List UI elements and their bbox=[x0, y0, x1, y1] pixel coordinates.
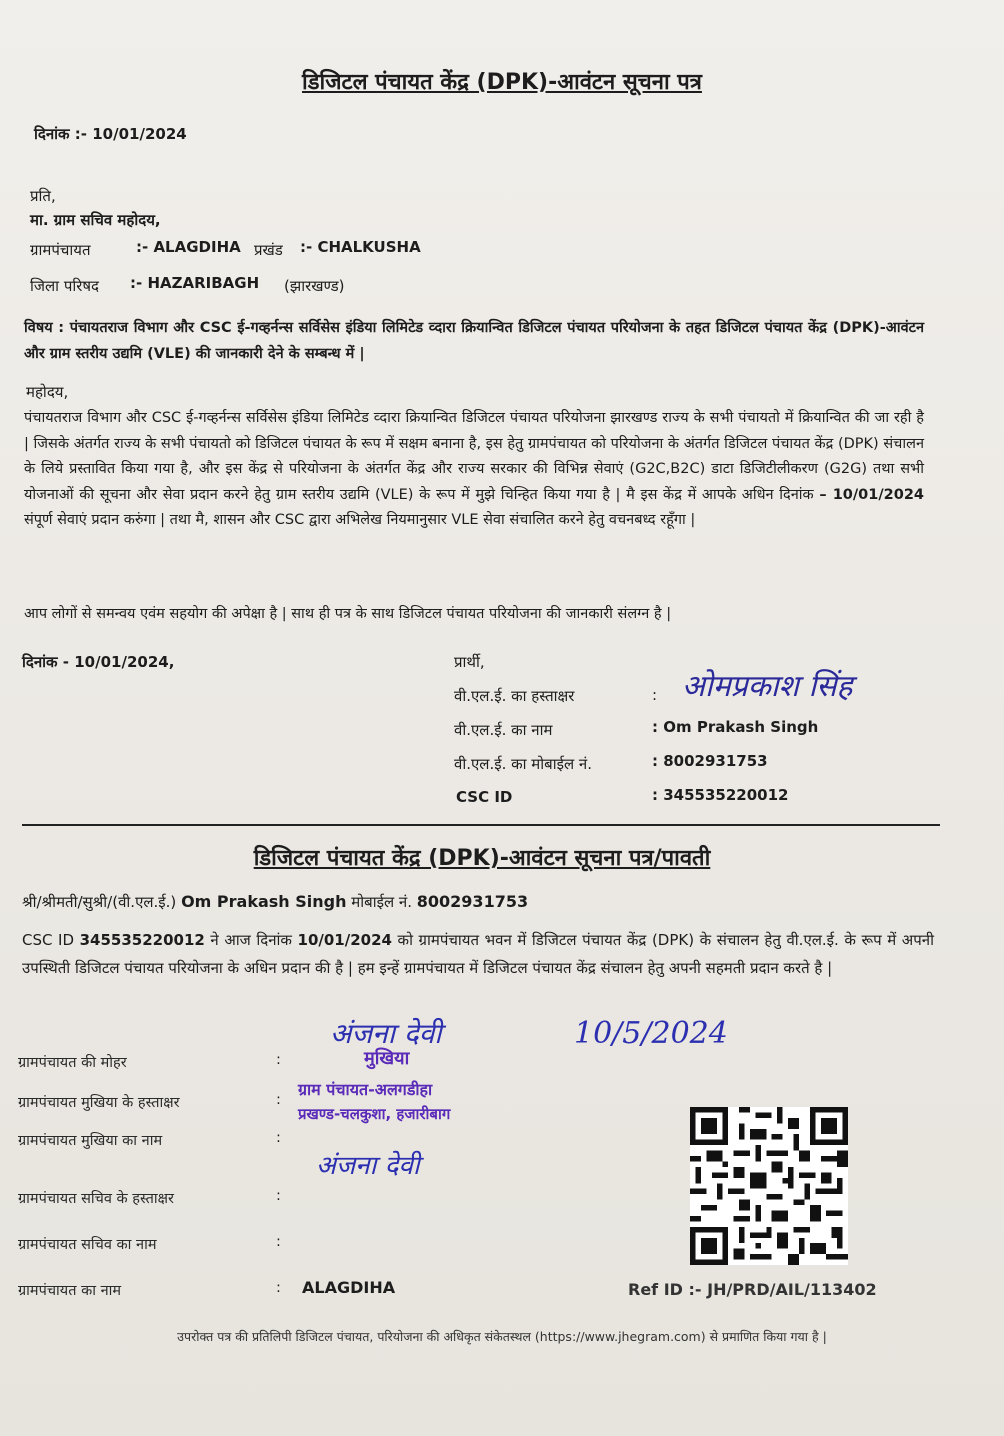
vle-name-value: : Om Prakash Singh bbox=[652, 718, 819, 736]
receipt-date: 10/01/2024 bbox=[297, 931, 392, 949]
receipt-prefix: श्री/श्रीमती/सुश्री/(वी.एल.ई.) bbox=[22, 893, 177, 911]
vle-csc-value: : 345535220012 bbox=[652, 786, 789, 804]
receipt-text-a: ने आज दिनांक bbox=[210, 931, 292, 949]
mukhiya-signature-bottom: अंजना देवी bbox=[316, 1151, 420, 1181]
body-paragraph-2: आप लोगों से समन्वय एवंम सहयोग की अपेक्षा है | साथ ही पत्र के साथ डिजिटल पंचायत परियोजना की जानकारी संलग्न है | bbox=[24, 606, 672, 622]
field-colon-mukhiya-name: : bbox=[276, 1130, 281, 1146]
letter-title: डिजिटल पंचायत केंद्र (DPK)-आवंटन सूचना पत्र bbox=[302, 70, 702, 95]
receipt-csc-value: 345535220012 bbox=[79, 931, 205, 949]
mukhiya-signature-top: अंजना देवी bbox=[330, 1017, 442, 1050]
body-paragraph-1 bbox=[24, 406, 924, 534]
receipt-mobile-label: मोबाईल नं. bbox=[351, 893, 412, 911]
field-colon-secretary-sign: : bbox=[276, 1188, 281, 1204]
field-label-gp-name: ग्रामपंचायत का नाम bbox=[18, 1283, 122, 1299]
field-colon-mukhiya-sign: : bbox=[276, 1092, 281, 1108]
letter-date: दिनांक :- 10/01/2024 bbox=[34, 125, 187, 143]
handwritten-date: 10/5/2024 bbox=[574, 1016, 728, 1051]
receipt-vle-name: Om Prakash Singh bbox=[181, 892, 347, 911]
stamp-mukhiya: मुखिया bbox=[364, 1048, 410, 1069]
sign-date: दिनांक - 10/01/2024, bbox=[22, 653, 175, 671]
field-colon-secretary-name: : bbox=[276, 1234, 281, 1250]
vle-sign-label: वी.एल.ई. का हस्ताक्षर bbox=[454, 687, 575, 705]
receipt-text-b: को ग्रामपंचायत भवन में डिजिटल पंचायत केंद्र (DPK) के संचालन हेतु वी.एल.ई. के रूप में अपनी उपस्थिती डिजिटल पंचायत परियोजना के अधिन प्रदान की है | हम इन्हें ग्रामपंचायत में डिजिटल पंचायत केंद्र संचालन हेतु अपनी सहमती प्रदान करते है | bbox=[22, 931, 934, 977]
vle-mobile-label: वी.एल.ई. का मोबाईल नं. bbox=[454, 755, 593, 773]
vle-sign-colon: : bbox=[652, 686, 658, 704]
field-label-seal: ग्रामपंचायत की मोहर bbox=[18, 1055, 127, 1071]
body-text-b: संपूर्ण सेवाएं प्रदान करुंगा | तथा मै, शासन और CSC द्वारा अभिलेख नियमानुसार VLE सेवा संचालित करने हेतु वचनबध्द रहूँगा | bbox=[24, 512, 696, 528]
salutation: महोदय, bbox=[26, 383, 69, 401]
gp-value: :- ALAGDIHA bbox=[136, 238, 241, 256]
vle-name-label: वी.एल.ई. का नाम bbox=[454, 721, 553, 739]
receipt-paragraph bbox=[22, 926, 934, 982]
applicant-label: प्रार्थी, bbox=[454, 653, 485, 671]
body-text-a: पंचायतराज विभाग और CSC ई-गव्हर्नन्स सर्विसेस इंडिया लिमिटेड व्दारा क्रियान्वित डिजिटल पंचायत परियोजना झारखण्ड राज्य के सभी पंचायतो में क्रियान्वित की जा रही है | जिसके अंतर्गत राज्य के सभी पंचायतो को डिजिटल पंचायत के रूप में सक्षम बनाना है, इस हेतु ग्रामपंचायत को परियोजना के अंतर्गत डिजिटल पंचायत केंद्र (DPK) संचालन के लिये प्रस्तावित किया गया है, और इस केंद्र से परियोजना के अंतर्गत केंद्र और राज्य सरकार की विभिन्न सेवाएं (G2C,B2C) डाटा डिजिटीलीकरण (G2G) तथा सभी योजनाओं की सूचना और सेवा प्रदान करने हेतु ग्राम स्तरीय उद्यमि (VLE) के रूप में मुझे चिन्हित किया गया है | मै इस केंद्र में आपके अधिन दिनांक bbox=[24, 410, 924, 503]
prati-text: प्रति, bbox=[30, 187, 56, 205]
receipt-mobile: 8002931753 bbox=[416, 892, 529, 911]
district-label: जिला परिषद bbox=[30, 277, 100, 295]
vle-mobile-value: : 8002931753 bbox=[652, 752, 768, 770]
section-divider bbox=[22, 824, 940, 826]
receipt-line-1 bbox=[22, 892, 528, 912]
stamp-gram-panchayat: ग्राम पंचायत-अलगडीहा bbox=[298, 1080, 433, 1099]
addressee: मा. ग्राम सचिव महोदय, bbox=[30, 211, 161, 229]
field-label-mukhiya-name: ग्रामपंचायत मुखिया का नाम bbox=[18, 1133, 163, 1149]
field-colon-seal: : bbox=[276, 1052, 281, 1068]
block-value: :- CHALKUSHA bbox=[300, 238, 421, 256]
field-colon-gp-name: : bbox=[276, 1280, 281, 1296]
subject-text: विषय : पंचायतराज विभाग और CSC ई-गव्हर्नन्स सर्विसेस इंडिया लिमिटेड व्दारा क्रियान्वित डिजिटल पंचायत परियोजना के तहत डिजिटल पंचायत केंद्र (DPK)-आवंटन और ग्राम स्तरीय उद्यमि (VLE) की जानकारी देने के सम्बन्ध में | bbox=[24, 320, 924, 362]
reference-id: Ref ID :- JH/PRD/AIL/113402 bbox=[628, 1280, 877, 1299]
qr-code bbox=[690, 1107, 848, 1265]
vle-csc-label: CSC ID bbox=[456, 788, 513, 806]
field-label-secretary-sign: ग्रामपंचायत सचिव के हस्ताक्षर bbox=[18, 1191, 174, 1207]
block-label: प्रखंड bbox=[254, 241, 283, 259]
vle-signature: ओमप्रकाश सिंह bbox=[682, 669, 853, 704]
stamp-block: प्रखण्ड-चलकुशा, हजारीबाग bbox=[298, 1105, 451, 1123]
district-value: :- HAZARIBAGH bbox=[130, 274, 260, 292]
receipt-csc-label: CSC ID bbox=[22, 931, 75, 949]
field-label-secretary-name: ग्रामपंचायत सचिव का नाम bbox=[18, 1237, 157, 1253]
receipt-title: डिजिटल पंचायत केंद्र (DPK)-आवंटन सूचना पत्र/पावती bbox=[253, 846, 711, 871]
field-label-mukhiya-sign: ग्रामपंचायत मुखिया के हस्ताक्षर bbox=[18, 1095, 180, 1111]
footer-note: उपरोक्त पत्र की प्रतिलिपी डिजिटल पंचायत, परियोजना की अधिकृत संकेतस्थल (https://www.jhegram.com) से प्रमाणित किया गया है | bbox=[177, 1329, 827, 1344]
gp-label: ग्रामपंचायत bbox=[30, 241, 91, 259]
body-date: – 10/01/2024 bbox=[819, 486, 924, 503]
gp-name-value: ALAGDIHA bbox=[302, 1278, 396, 1297]
state-text: (झारखण्ड) bbox=[284, 277, 345, 295]
